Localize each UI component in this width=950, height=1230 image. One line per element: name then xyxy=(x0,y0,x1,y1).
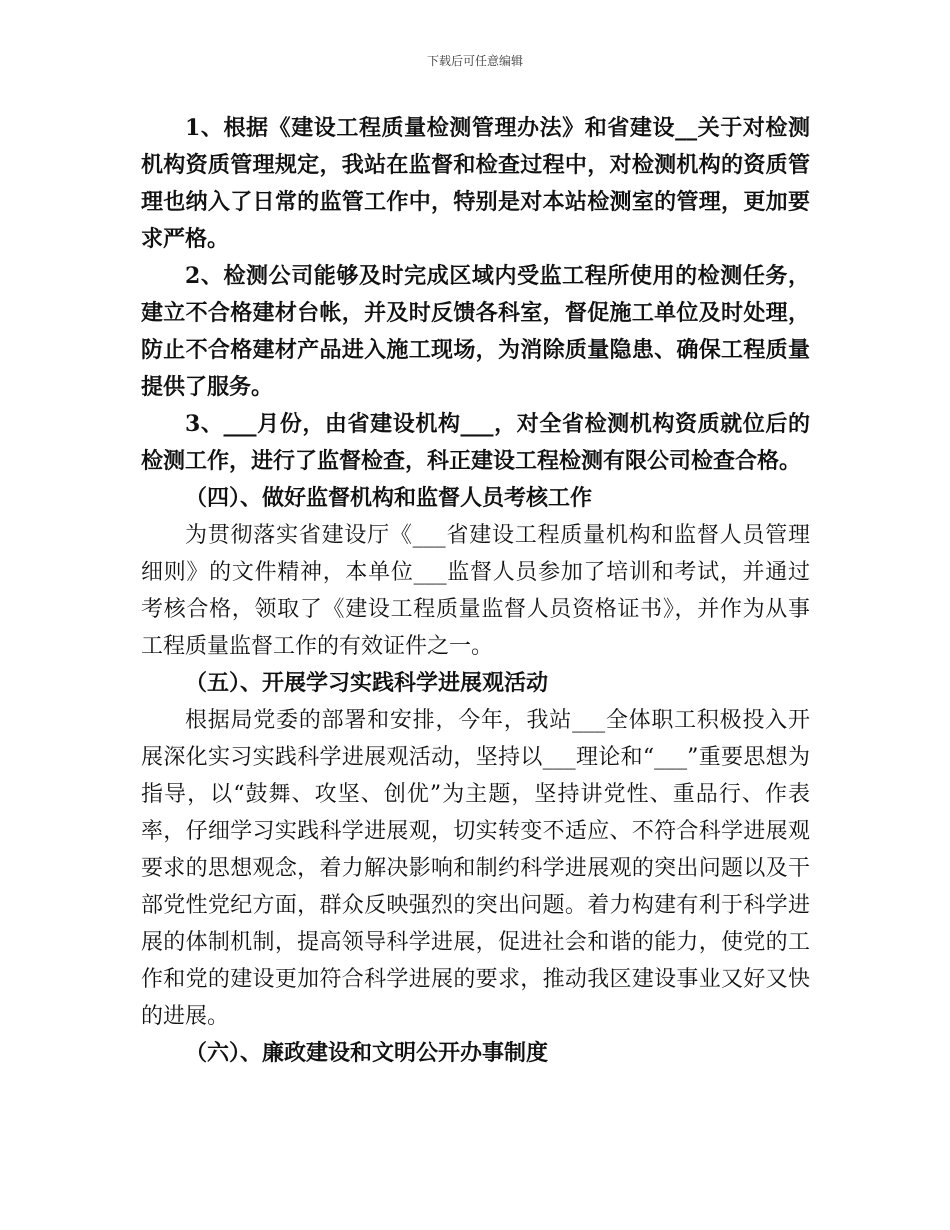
paragraph-item-3: 3、___月份，由省建设机构___，对全省检测机构资质就位后的检测工作，进行了监督检查，科正建设工程检测有限公司检查合格。 xyxy=(141,411,810,474)
section-heading-4: （四）、做好监督机构和监督人员考核工作 xyxy=(185,485,593,511)
paragraph-item-1: 1、根据《建设工程质量检测管理办法》和省建设__关于对检测机构资质管理规定，我站在监督和检查过程中，对检测机构的资质管理也纳入了日常的监管工作中，特别是对本站检测室的管理，更加要求严格。 xyxy=(141,115,810,252)
section-heading-6: （六）、廉政建设和文明公开办事制度 xyxy=(185,1040,549,1066)
page-header: 下载后可任意编辑 xyxy=(426,54,523,68)
paragraph-section-5: 根据局党委的部署和安排，今年，我站___全体职工积极投入开展深化实习实践科学进展观活动，坚持以___理论和“___”重要思想为指导，以“鼓舞、攻坚、创优”为主题，坚持讲党性、重品行、作表率，仔细学习实践科学进展观，切实转变不适应、不符合科学进展观要求的思想观念，着力解决影响和制约科学进展观的突出问题以及干部党性党纪方面，群众反映强烈的突出问题。着力构建有利于科学进展的体制机制，提高领导科学进展，促进社会和谐的能力，使党的工作和党的建设更加符合科学进展的要求，推动我区建设事业又好又快的进展。 xyxy=(141,708,810,1029)
paragraph-item-2: 2、检测公司能够及时完成区域内受监工程所使用的检测任务，建立不合格建材台帐，并及时反馈各科室，督促施工单位及时处理，防止不合格建材产品进入施工现场，为消除质量隐患、确保工程质量提供了服务。 xyxy=(141,263,810,400)
section-heading-5: （五）、开展学习实践科学进展观活动 xyxy=(185,670,549,696)
paragraph-section-4: 为贯彻落实省建设厅《___省建设工程质量机构和监督人员管理细则》的文件精神，本单位___监督人员参加了培训和考试，并通过考核合格，领取了《建设工程质量监督人员资格证书》，并作为从事工程质量监督工作的有效证件之一。 xyxy=(141,523,810,659)
document-body xyxy=(141,110,810,1072)
